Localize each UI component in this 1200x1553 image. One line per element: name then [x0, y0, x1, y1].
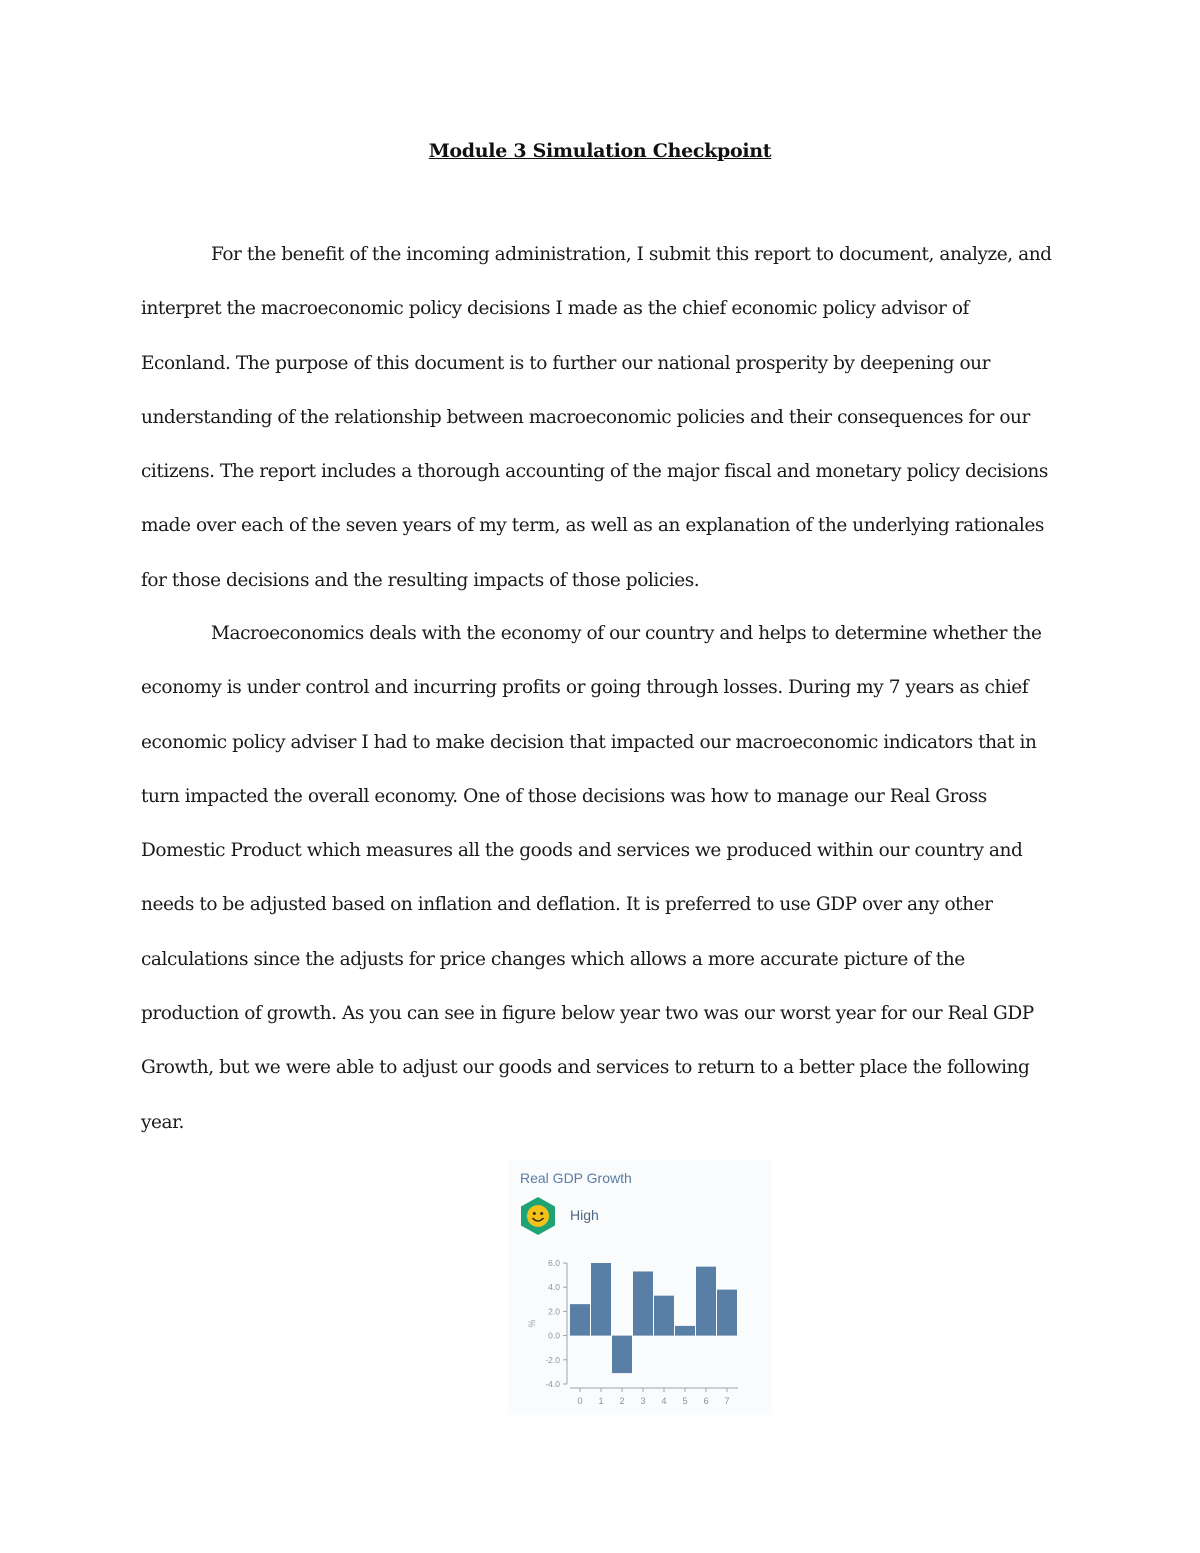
x-tick-label: 2 — [619, 1396, 625, 1406]
y-tick-label: 2.0 — [548, 1306, 560, 1317]
bar-year-0 — [570, 1304, 590, 1335]
x-tick-label: 5 — [682, 1396, 688, 1406]
y-tick-label: -2.0 — [545, 1354, 560, 1365]
status-label: High — [570, 1207, 599, 1223]
bar-year-3 — [633, 1271, 653, 1335]
y-tick-label: -4.0 — [545, 1379, 560, 1389]
x-tick-label: 4 — [661, 1396, 667, 1406]
bar-year-5 — [675, 1326, 695, 1336]
x-tick-label: 3 — [640, 1396, 646, 1406]
figure-title: Real GDP Growth — [520, 1170, 632, 1186]
paragraph-text: For the benefit of the incoming administration, I submit this report to document, analyze, and interpret the macroeconomic policy decisions I made as the chief economic policy advisor of Econland. The purpose of this document is to further our national prosperity by deepening our understanding of the relationship between macroeconomic policies and their consequences for our citizens. The report includes a thorough accounting of the major fiscal and monetary policy decisions made over each of the seven years of my term, as well as an explanation of the underlying rationales for those decisions and the resulting impacts of those policies. — [141, 244, 1052, 591]
bar-year-7 — [717, 1290, 737, 1336]
paragraph-intro — [141, 228, 1061, 608]
bar-year-1 — [591, 1263, 611, 1336]
real-gdp-growth-figure — [508, 1160, 772, 1415]
x-tick-label: 0 — [577, 1396, 583, 1406]
x-tick-label: 1 — [598, 1396, 604, 1406]
paragraph-macroeconomics — [141, 607, 1061, 1150]
paragraph-text: Macroeconomics deals with the economy of our country and helps to determine whether the economy is under control and incurring profits or going through losses. During my 7 years as chief economic policy adviser I had to make decision that impacted our macroeconomic indicators that in turn impacted the overall economy. One of those decisions was how to manage our Real Gross Domestic Product which measures all the goods and services we produced within our country and needs to be adjusted based on inflation and deflation. It is preferred to use GDP over any other calculations since the adjusts for price changes which allows a more accurate picture of the production of growth. As you can see in figure below year two was our worst year for our Real GDP Growth, but we were able to adjust our goods and services to return to a better place the following year. — [141, 623, 1042, 1133]
y-tick-label: 6.0 — [548, 1258, 560, 1268]
y-axis-label: % — [527, 1319, 537, 1328]
real-gdp-growth-chart — [518, 1255, 762, 1410]
bar-year-2 — [612, 1336, 632, 1374]
x-tick-label: 6 — [703, 1396, 709, 1406]
smiley-face-icon — [518, 1196, 558, 1236]
x-tick-label: 7 — [724, 1396, 730, 1406]
document-title: Module 3 Simulation Checkpoint — [428, 140, 772, 162]
bar-year-6 — [696, 1267, 716, 1336]
y-tick-label: 4.0 — [548, 1282, 560, 1293]
bar-year-4 — [654, 1296, 674, 1336]
y-tick-label: 0.0 — [548, 1330, 560, 1341]
